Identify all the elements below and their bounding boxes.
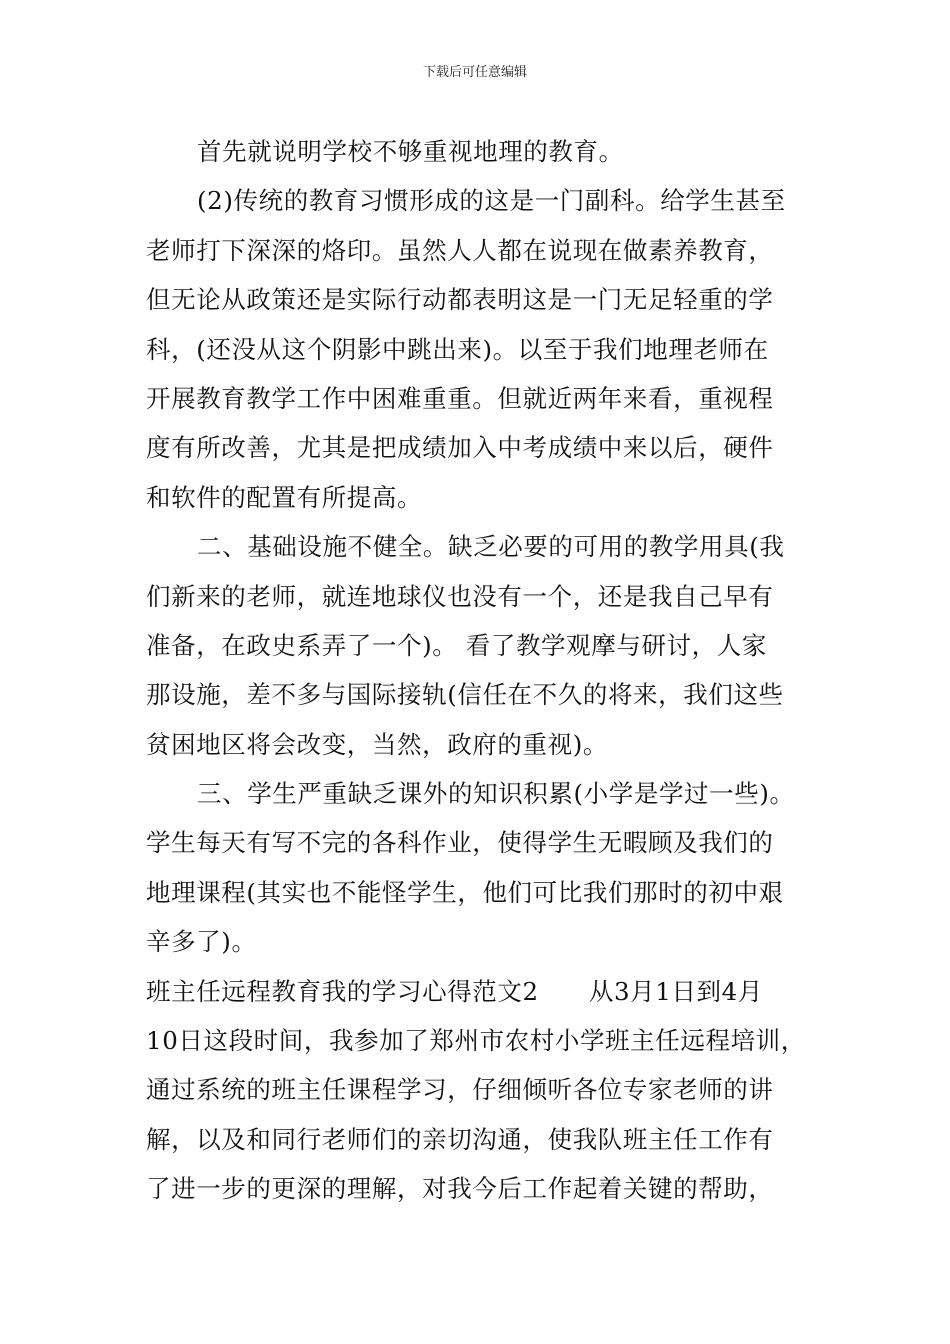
text-line: 地理课程(其实也不能怪学生，他们可比我们那时的初中艰 [146,877,784,907]
page-header: 下载后可任意编辑 [422,65,527,80]
body-text [146,127,816,1214]
text-line: 首先就说明学校不够重视地理的教育。 [197,137,624,166]
text-line: 二、基础设施不健全。缺乏必要的可用的教学用具(我 [197,532,785,562]
text-line: 10日这段时间，我参加了郑州市农村小学班主任远程培训， [146,1026,806,1056]
text-line: 班主任远程教育我的学习心得范文2 从3月1日到4月 [146,976,763,1006]
text-line: 解，以及和同行老师们的亲切沟通，使我队班主任工作有 [146,1124,774,1154]
text-line: 度有所改善，尤其是把成绩加入中考成绩中来以后，硬件 [146,433,774,463]
text-line: 那设施，差不多与国际接轨(信任在不久的将来，我们这些 [146,680,784,710]
text-line: (2)传统的教育习惯形成的这是一门副科。给学生甚至 [197,186,786,216]
text-line: 辛多了)。 [146,927,257,957]
text-line: 和软件的配置有所提高。 [146,482,423,512]
text-line: 们新来的老师，就连地球仪也没有一个，还是我自己早有 [146,581,774,611]
text-line: 准备，在政史系弄了一个)。 看了教学观摩与研讨，人家 [146,630,767,660]
text-line: 但无论从政策还是实际行动都表明这是一门无足轻重的学 [146,285,774,315]
text-line: 通过系统的班主任课程学习，仔细倾听各位专家老师的讲 [146,1075,774,1105]
text-line: 了进一步的更深的理解，对我今后工作起着关键的帮助， [146,1174,774,1204]
text-line: 开展教育教学工作中困难重重。但就近两年来看，重视程 [146,383,774,413]
text-line: 学生每天有写不完的各科作业，使得学生无暇顾及我们的 [146,828,774,858]
text-line: 老师打下深深的烙印。虽然人人都在说现在做素养教育， [146,235,774,265]
text-line: 科，(还没从这个阴影中跳出来)。以至于我们地理老师在 [146,334,769,364]
text-line: 贫困地区将会改变，当然，政府的重视)。 [146,729,608,759]
text-line: 三、学生严重缺乏课外的知识积累(小学是学过一些)。 [197,779,795,809]
